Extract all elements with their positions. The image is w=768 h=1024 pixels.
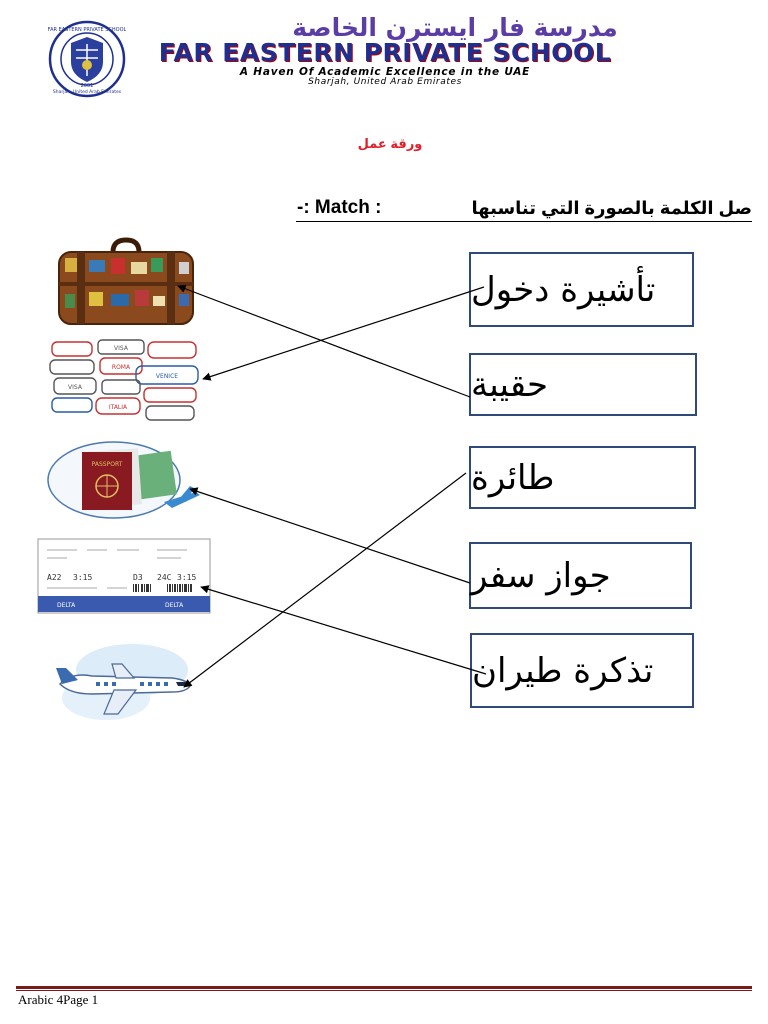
school-name-arabic: مدرسة فار ايسترن الخاصة: [292, 13, 618, 42]
stamp-label-3: ROMA: [111, 364, 131, 371]
boarding-seat: 24C: [157, 573, 172, 582]
boarding-brand-2: DELTA: [165, 602, 184, 609]
boarding-time: 3:15: [73, 573, 93, 582]
line-bag-to-suitcase: [178, 286, 470, 397]
word-airplane: طائرة: [471, 457, 555, 498]
school-tagline: A Haven Of Academic Excellence in the UAE: [239, 66, 531, 78]
boarding-gate: A22: [47, 573, 62, 582]
line-visa-to-stamps: [203, 287, 484, 379]
stamp-label-5: ITALIA: [108, 404, 128, 411]
boarding-time-2: 3:15: [177, 573, 197, 582]
visa-stamps-icon[interactable]: [46, 338, 204, 424]
word-bag: حقيبة: [471, 364, 548, 405]
footer-rule-thin: [16, 990, 752, 991]
word-ticket: تذكرة طيران: [472, 650, 654, 691]
stamp-label-2: VENICE: [155, 373, 179, 380]
boarding-brand: DELTA: [57, 602, 76, 609]
logo-year: 2001: [80, 83, 94, 89]
stamp-label-1: VISA: [114, 345, 128, 352]
word-box-passport[interactable]: [469, 542, 692, 609]
worksheet-title: ورقة عمل: [357, 136, 423, 151]
suitcase-icon[interactable]: [55, 238, 197, 330]
line-ticket-to-boarding-pass: [201, 587, 486, 674]
passport-label: PASSPORT: [91, 461, 123, 468]
passport-icon[interactable]: [44, 440, 202, 522]
instruction-arabic: صل الكلمة بالصورة التي تناسبها: [471, 198, 752, 218]
line-passport-to-passport: [190, 489, 470, 583]
instruction-underline: [296, 221, 752, 222]
footer-page-label: Arabic 4Page 1: [18, 992, 99, 1007]
word-box-bag[interactable]: [469, 353, 697, 416]
boarding-pass-icon[interactable]: [37, 538, 211, 614]
school-name-english: FAR EASTERN PRIVATE SCHOOL: [158, 38, 612, 67]
line-airplane-to-plane: [184, 473, 466, 687]
boarding-zone: D3: [133, 573, 143, 582]
logo-bottom-text: Sharjah, United Arab Emirates: [52, 90, 122, 95]
word-box-ticket[interactable]: [470, 633, 694, 708]
word-passport: جواز سفر: [471, 555, 611, 596]
school-logo: [48, 20, 126, 98]
word-visa: تأشيرة دخول: [471, 269, 656, 310]
word-box-airplane[interactable]: [469, 446, 696, 509]
logo-top-text: FAR EASTERN PRIVATE SCHOOL: [48, 27, 126, 33]
word-box-visa[interactable]: [469, 252, 694, 327]
school-location: Sharjah, United Arab Emirates: [308, 77, 462, 87]
footer-rule: [16, 986, 752, 989]
stamp-label-4: VISA: [68, 384, 82, 391]
airplane-icon[interactable]: [52, 640, 202, 724]
instruction-english: -: Match :: [297, 197, 382, 218]
